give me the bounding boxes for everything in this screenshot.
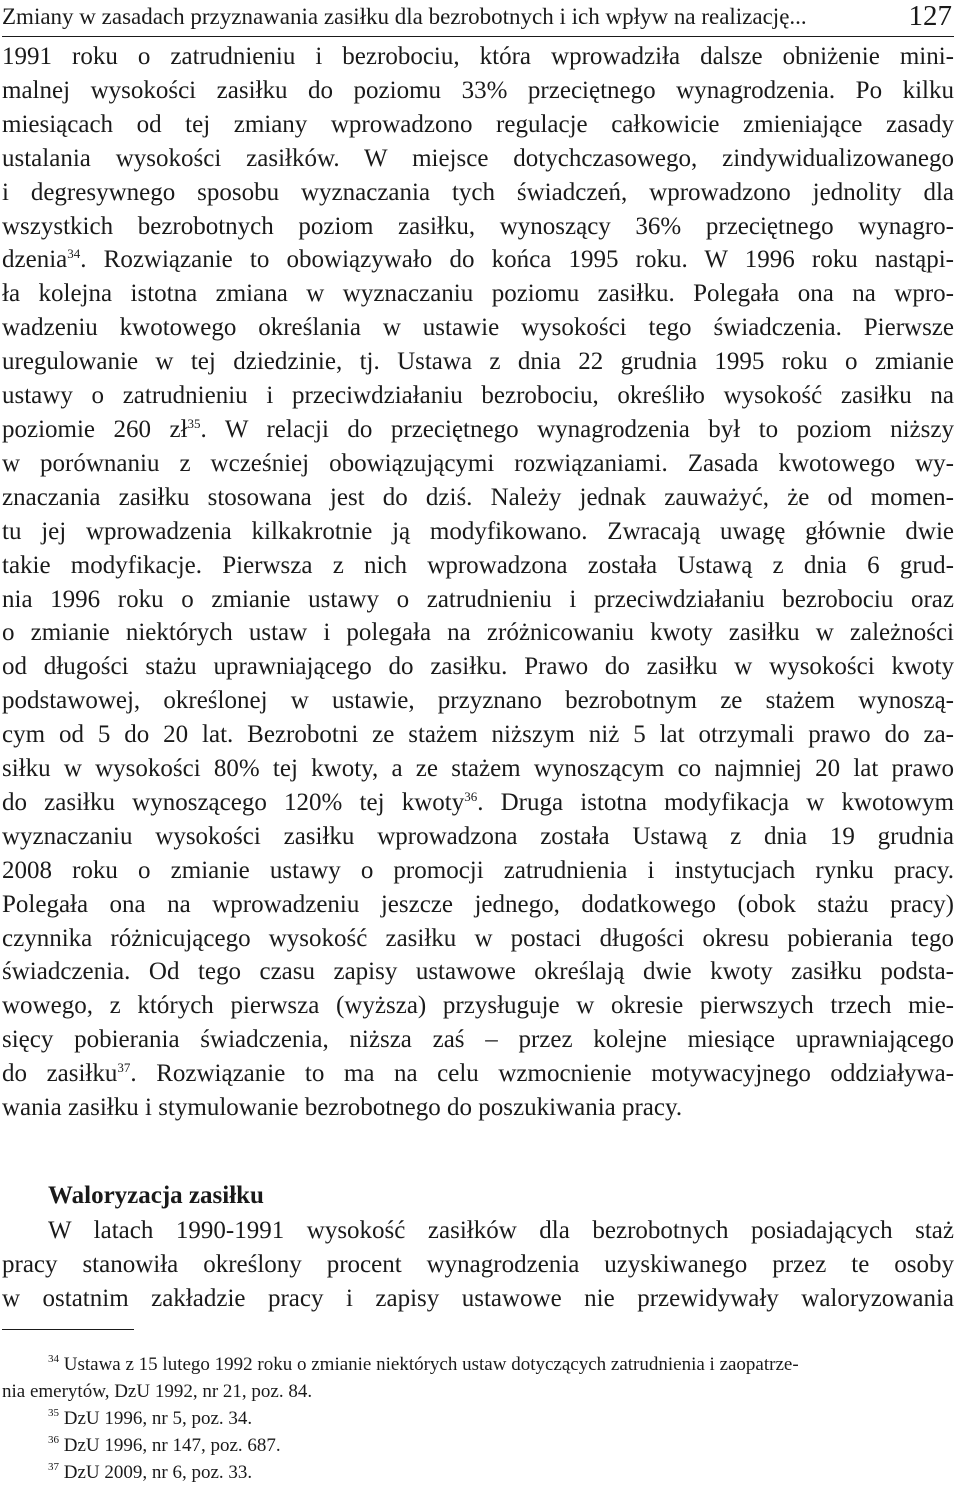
footnote-number: 36: [48, 1434, 59, 1446]
text-line: wania zasiłku i stymulowanie bezrobotnego do poszukiwania pracy.: [2, 1094, 683, 1122]
footnote-37: [2, 1459, 954, 1486]
footnote-ref-34[interactable]: 34: [67, 246, 81, 262]
footnote-number: 35: [48, 1407, 59, 1419]
text-line: wowego, z których pierwsza (wyższa) przysługuje w okresie pierwszych trzech mie-: [2, 992, 954, 1020]
text-line: świadczenia. Od tego czasu zapisy ustawowe określają dwie kwoty zasiłku podsta-: [2, 958, 954, 986]
text-line: i degresywnego sposobu wyznaczania tych świadczeń, wprowadzono jednolity dla: [2, 178, 954, 206]
text-line: wadzeniu kwotowego określania w ustawie wysokości tego świadczenia. Pierwsze: [2, 314, 954, 342]
footnote-34-continued: nia emerytów, DzU 1992, nr 21, poz. 84.: [2, 1381, 313, 1402]
text-line: nia 1996 roku o zmianie ustawy o zatrudnieniu i przeciwdziałaniu bezrobociu oraz: [2, 585, 954, 613]
text-fragment: do zasiłku wynoszącego 120% tej kwoty: [2, 788, 465, 816]
text-fragment: poziomie 260 zł: [2, 415, 188, 443]
footnote-separator: [2, 1329, 134, 1330]
text-line: [2, 1057, 954, 1091]
page-number: 127: [908, 0, 952, 32]
text-line: 1991 roku o zatrudnieniu i bezrobociu, która wprowadziła dalsze obniżenie mini-: [2, 43, 954, 70]
text-fragment: . Rozwiązanie to ma na celu wzmocnienie motywacyjnego oddziaływa-: [130, 1060, 954, 1088]
text-line: [2, 243, 954, 277]
text-line: miesiącach od tej zmiany wprowadzono regulacje całkowicie zmieniające zasady: [2, 110, 954, 138]
text-line: [2, 786, 954, 820]
body-paragraph: [2, 40, 954, 1125]
footnote-number: 37: [48, 1461, 59, 1473]
footnote-text: Ustawa z 15 lutego 1992 roku o zmianie niektórych ustaw dotyczących zatrudnienia i zaopatrze-: [59, 1354, 799, 1375]
footnote-ref-37[interactable]: 37: [117, 1060, 131, 1076]
section-heading: Waloryzacja zasiłku: [48, 1182, 264, 1209]
text-line: takie modyfikacje. Pierwsza z nich wprowadzona została Ustawą z dnia 6 grud-: [2, 551, 954, 579]
footnote-ref-36[interactable]: 36: [464, 788, 478, 804]
text-line: ła kolejna istotna zmiana w wyznaczaniu poziomu zasiłku. Polegała ona na wpro-: [2, 280, 954, 308]
text-line: cym od 5 do 20 lat. Bezrobotni ze stażem niższym niż 5 lat otrzymali prawo do za-: [2, 721, 954, 749]
text-fragment: dzenia: [2, 246, 68, 274]
footnote-text: DzU 1996, nr 5, poz. 34.: [59, 1408, 253, 1429]
text-line: malnej wysokości zasiłku do poziomu 33% przeciętnego wynagrodzenia. Po kilku: [2, 76, 954, 104]
section-paragraph: [2, 1214, 954, 1316]
running-head: [2, 0, 954, 37]
text-line: ustalania wysokości zasiłków. W miejsce dotychczasowego, zindywidualizowanego: [2, 144, 954, 172]
text-fragment: . Druga istotna modyfikacja w kwotowym: [477, 788, 954, 816]
footnotes: [2, 1351, 954, 1486]
text-line: ustawy o zatrudnieniu i przeciwdziałaniu bezrobociu, określiło wysokość zasiłku na: [2, 382, 954, 410]
text-line: czynnika różnicującego wysokość zasiłku w postaci długości okresu pobierania tego: [2, 924, 954, 952]
text-line: w porównaniu z wcześniej obowiązującymi rozwiązaniami. Zasada kwotowego wy-: [2, 449, 954, 477]
text-line: w ostatnim zakładzie pracy i zapisy ustawowe nie przewidywały waloryzowania: [2, 1285, 954, 1312]
text-line: wszystkich bezrobotnych poziom zasiłku, wynoszący 36% przeciętnego wynagro-: [2, 212, 954, 240]
text-line: 2008 roku o zmianie ustawy o promocji zatrudnienia i instytucjach rynku pracy.: [2, 856, 954, 884]
text-line: Polegała ona na wprowadzeniu jeszcze jednego, dodatkowego (obok stażu pracy): [2, 890, 954, 918]
text-line: znaczania zasiłku stosowana jest do dziś. Należy jednak zauważyć, że od momen-: [2, 483, 954, 511]
footnote-35: [2, 1405, 954, 1432]
text-fragment: . W relacji do przeciętnego wynagrodzenia był to poziom niższy: [200, 415, 954, 443]
text-line: sięcy pobierania świadczenia, niższa zaś – przez kolejne miesiące uprawniającego: [2, 1026, 954, 1054]
text-line: pracy stanowiła określony procent wynagrodzenia uzyskiwanego przez te osoby: [2, 1251, 954, 1278]
footnote-number: 34: [48, 1353, 59, 1365]
text-line: siłku w wysokości 80% tej kwoty, a ze stażem wynoszącym co najmniej 20 lat prawo: [2, 755, 954, 783]
text-line: podstawowej, określonej w ustawie, przyznano bezrobotnym ze stażem wynoszą-: [2, 687, 954, 715]
footnote-text: DzU 1996, nr 147, poz. 687.: [59, 1435, 281, 1456]
footnote-ref-35[interactable]: 35: [187, 415, 201, 431]
text-line: o zmianie niektórych ustaw i polegała na zróżnicowaniu kwoty zasiłku w zależności: [2, 619, 954, 647]
text-line: uregulowanie w tej dziedzinie, tj. Ustawa z dnia 22 grudnia 1995 roku o zmianie: [2, 348, 954, 376]
text-line: [2, 413, 954, 447]
text-line: wyznaczaniu wysokości zasiłku wprowadzona została Ustawą z dnia 19 grudnia: [2, 822, 954, 850]
text-fragment: . Rozwiązanie to obowiązywało do końca 1995 roku. W 1996 roku nastąpi-: [80, 246, 954, 274]
footnote-34: [2, 1351, 954, 1378]
text-line: tu jej wprowadzenia kilkakrotnie ją modyfikowano. Zwracają uwagę głównie dwie: [2, 517, 954, 545]
footnote-36: [2, 1432, 954, 1459]
running-head-title: Zmiany w zasadach przyznawania zasiłku dla bezrobotnych i ich wpływ na realizację...: [2, 4, 807, 29]
footnote-text: DzU 2009, nr 6, poz. 33.: [59, 1462, 253, 1483]
text-line: W latach 1990-1991 wysokość zasiłków dla bezrobotnych posiadających staż: [48, 1217, 954, 1244]
text-line: od długości stażu uprawniającego do zasiłku. Prawo do zasiłku w wysokości kwoty: [2, 653, 954, 681]
text-fragment: do zasiłku: [2, 1060, 118, 1088]
